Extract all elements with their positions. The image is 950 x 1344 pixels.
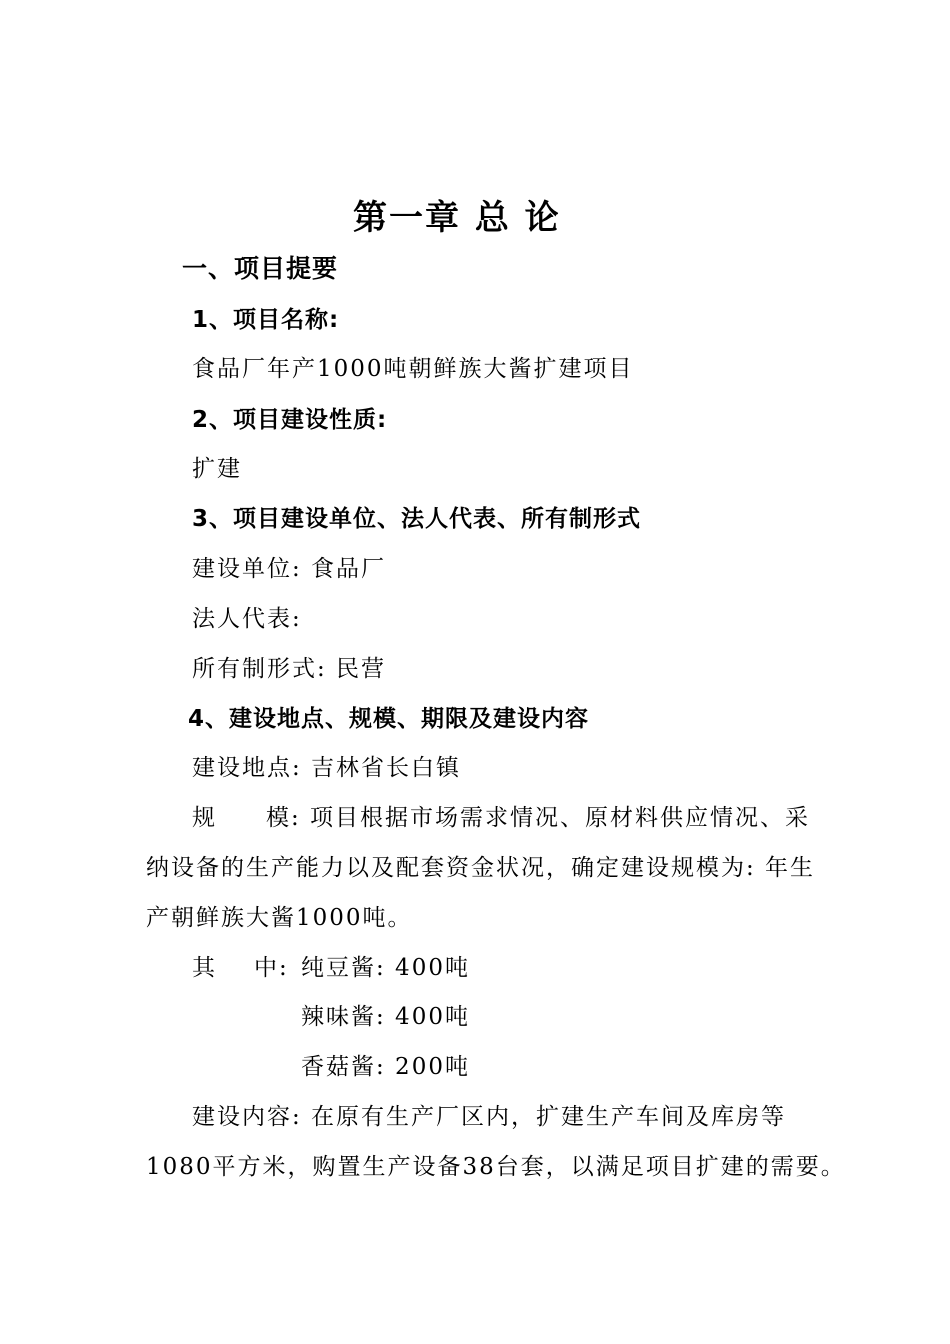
breakdown-item-mushroom: 香菇酱: 200吨 bbox=[301, 1054, 470, 1080]
scale-line-3: 产朝鲜族大酱1000吨。 bbox=[146, 905, 413, 931]
content-line-1: 建设内容: 在原有生产厂区内，扩建生产车间及库房等 bbox=[192, 1104, 787, 1130]
construction-location: 建设地点: 吉林省长白镇 bbox=[192, 755, 462, 781]
scale-label: 规 bbox=[192, 805, 217, 831]
content-line-2: 1080平方米，购置生产设备38台套，以满足项目扩建的需要。 bbox=[146, 1154, 846, 1180]
breakdown-label-1: 其 bbox=[192, 955, 217, 981]
item-1-heading: 1、项目名称: bbox=[192, 307, 340, 333]
section-heading: 一、项目提要 bbox=[182, 254, 339, 283]
construction-unit: 建设单位: 食品厂 bbox=[192, 556, 387, 582]
item-4-heading: 4、建设地点、规模、期限及建设内容 bbox=[188, 706, 590, 732]
breakdown-item-spicy: 辣味酱: 400吨 bbox=[301, 1004, 470, 1030]
construction-nature: 扩建 bbox=[192, 456, 242, 482]
project-name: 食品厂年产1000吨朝鲜族大酱扩建项目 bbox=[192, 356, 634, 382]
breakdown-label-2: 中: bbox=[254, 955, 289, 981]
ownership-form: 所有制形式: 民营 bbox=[192, 656, 387, 682]
scale-line-2: 纳设备的生产能力以及配套资金状况，确定建设规模为: 年生 bbox=[146, 855, 816, 881]
item-2-heading: 2、项目建设性质: bbox=[192, 407, 388, 433]
chapter-title: 第一章 总 论 bbox=[353, 198, 561, 238]
breakdown-item-soybean: 纯豆酱: 400吨 bbox=[301, 955, 470, 981]
scale-line-1: 模: 项目根据市场需求情况、原材料供应情况、采 bbox=[266, 805, 811, 831]
item-3-heading: 3、项目建设单位、法人代表、所有制形式 bbox=[192, 506, 642, 532]
legal-representative: 法人代表: bbox=[192, 606, 302, 632]
